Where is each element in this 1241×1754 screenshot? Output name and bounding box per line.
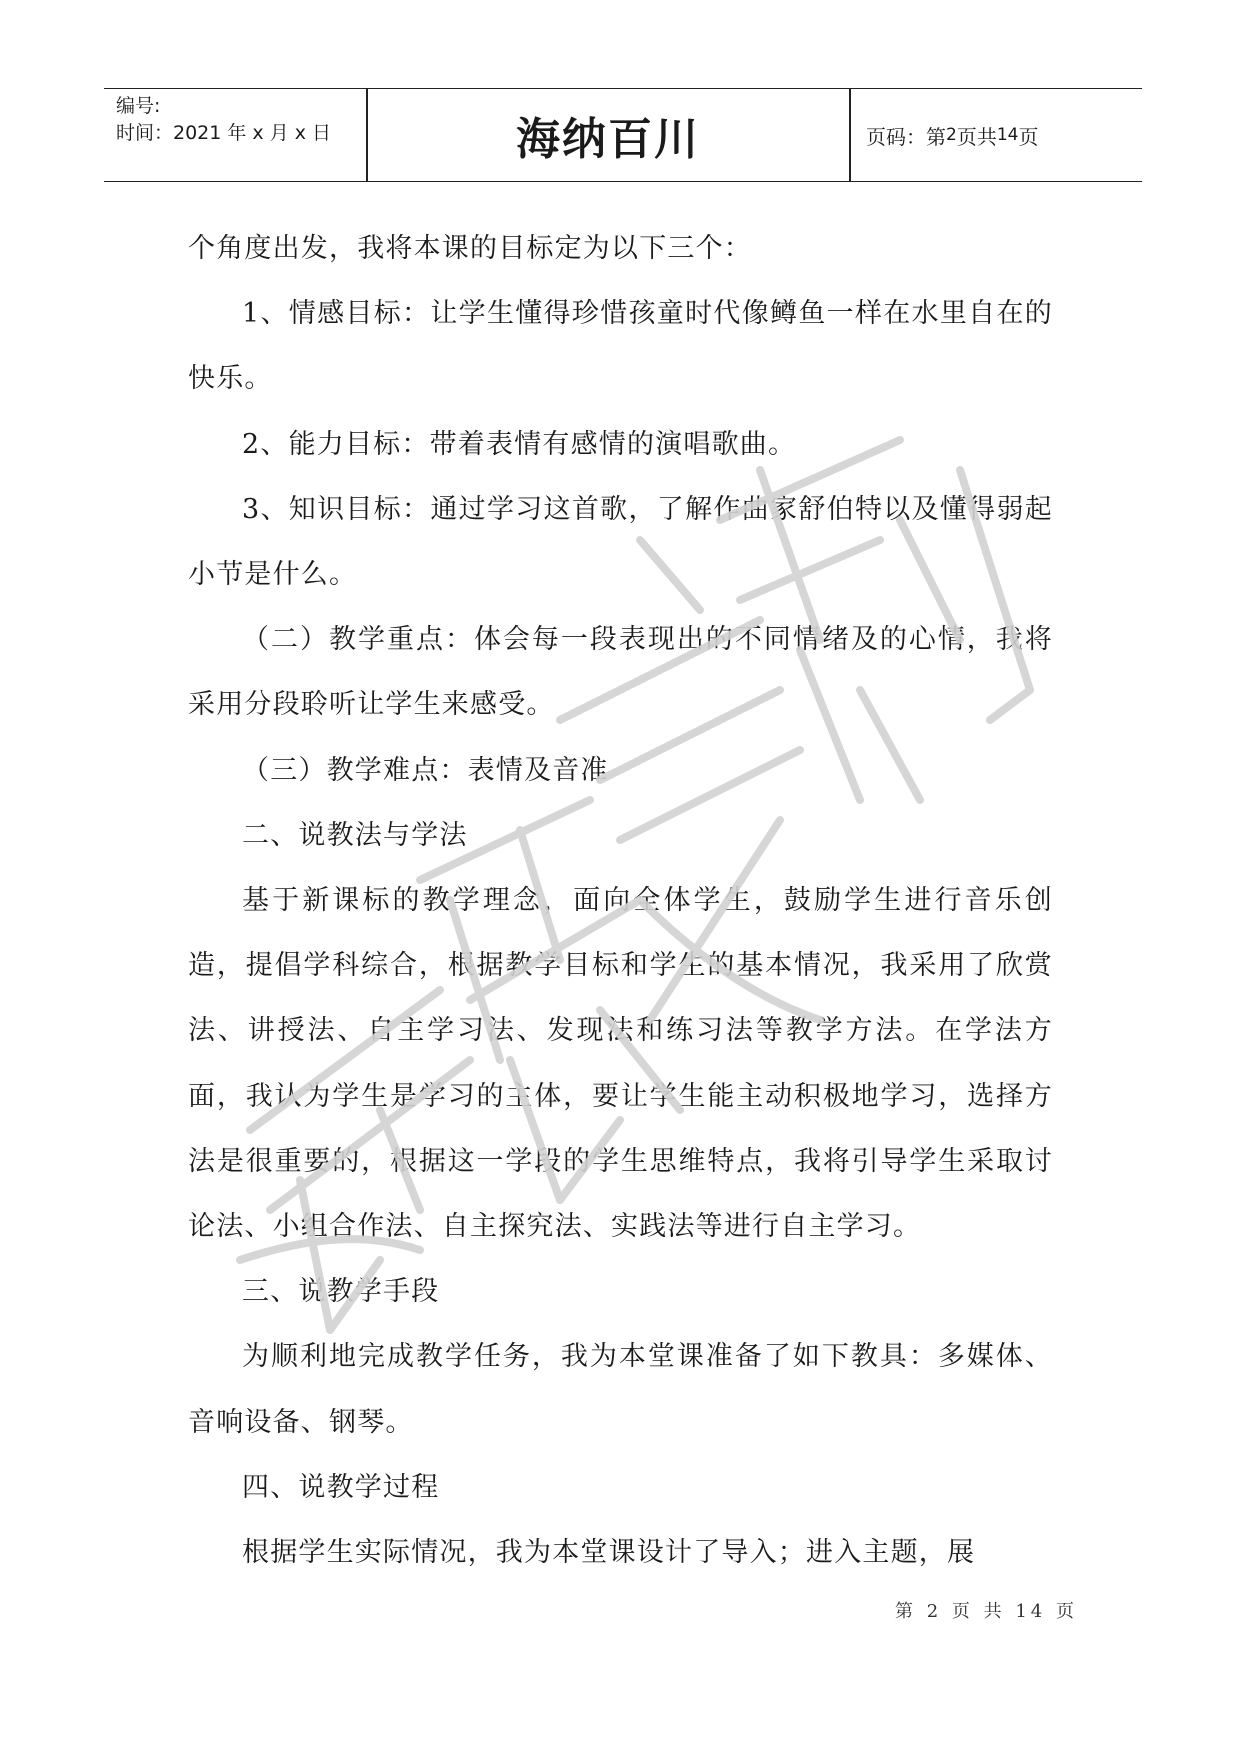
body-paragraph: 2、能力目标：带着表情有感情的演唱歌曲。 [242, 428, 797, 460]
page-mid: 页共 [956, 124, 997, 149]
document-number-label: 编号: [116, 95, 161, 117]
page-suffix: 页 [1018, 124, 1039, 149]
body-text [188, 216, 1053, 1585]
page-footer: 第 2 页 共 14 页 [895, 1601, 1078, 1622]
body-paragraph: 1、情感目标：让学生懂得珍惜孩童时代像鳟鱼一样在水里自在的快乐。 [188, 298, 1053, 395]
document-time-label: 时间：2021 年 x 月 x 日 [116, 122, 332, 144]
header-meta [116, 93, 366, 147]
body-paragraph: 四、说教学过程 [242, 1471, 440, 1503]
page-total: 14 [996, 125, 1019, 145]
body-paragraph: 二、说教法与学法 [242, 819, 468, 851]
body-paragraph: （二）教学重点：体会每一段表现出的不同情绪及的心情，我将采用分段聆听让学生来感受。 [188, 624, 1053, 721]
page-prefix: 页码：第 [866, 124, 946, 149]
body-paragraph: （三）教学难点：表情及音准 [242, 754, 609, 786]
header-title: 海纳百川 [516, 114, 700, 165]
body-paragraph: 为顺利地完成教学任务，我为本堂课准备了如下教具：多媒体、音响设备、钢琴。 [188, 1341, 1053, 1438]
body-paragraph: 3、知识目标：通过学习这首歌，了解作曲家舒伯特以及懂得弱起小节是什么。 [188, 493, 1053, 591]
body-paragraph: 基于新课标的教学理念，面向全体学生，鼓励学生进行音乐创造，提倡学科综合，根据教学目标和学生的基本情况，我采用了欣赏法、讲授法、自主学习法、发现法和练习法等教学方法。在学法方面，我认为学生是学习的主体，要让学生能主动积极地学习，选择方法是很重要的，根据这一学段的学生思维特点，我将引导学生采取讨论法、小组合作法、自主探究法、实践法等进行自主学习。 [188, 885, 1053, 1243]
page-current: 2 [946, 125, 957, 145]
body-paragraph: 个角度出发，我将本课的目标定为以下三个： [188, 233, 752, 264]
body-paragraph: 三、说教学手段 [242, 1276, 440, 1308]
header-divider [849, 89, 851, 181]
header-page-number [866, 89, 1038, 181]
body-paragraph: 根据学生实际情况，我为本堂课设计了导入；进入主题，展 [242, 1537, 976, 1569]
page-header [104, 88, 1142, 182]
